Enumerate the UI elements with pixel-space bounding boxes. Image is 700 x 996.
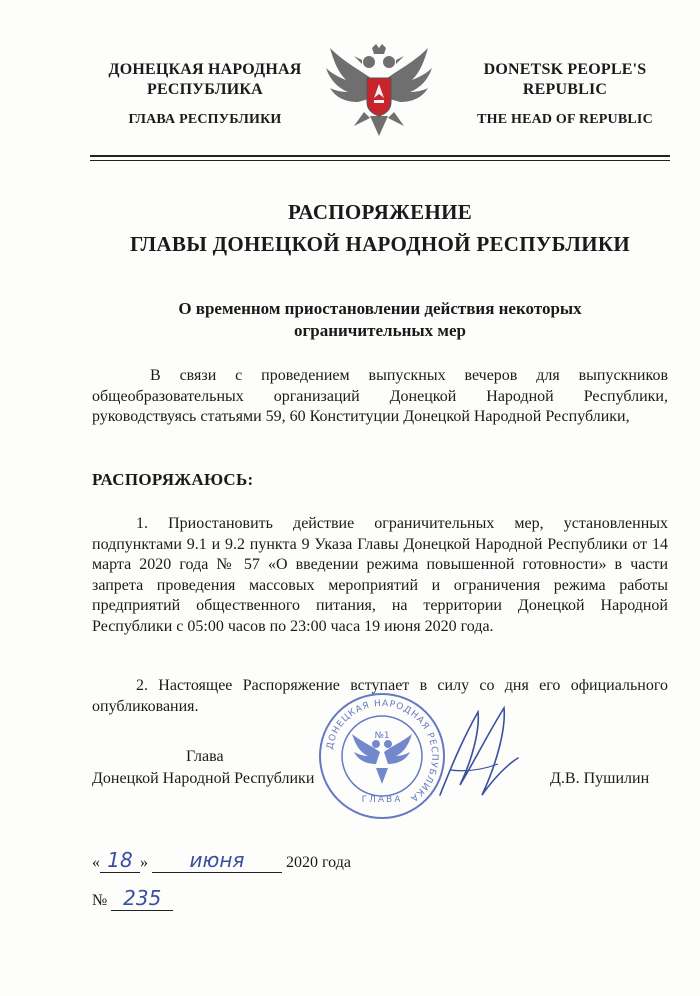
header-divider-thin bbox=[90, 160, 670, 161]
date-year: 2020 года bbox=[286, 854, 351, 871]
date-close-quote: » bbox=[140, 854, 148, 871]
header-en-sub: THE HEAD OF REPUBLIC bbox=[477, 112, 653, 127]
stamp-ring-text: ДОНЕЦКАЯ НАРОДНАЯ РЕСПУБЛИКА bbox=[325, 698, 440, 804]
date-month: июня bbox=[189, 848, 245, 872]
signature-org: Донецкой Народной Республики bbox=[92, 770, 315, 787]
signature-title: Глава bbox=[186, 748, 224, 765]
document-number bbox=[92, 886, 173, 911]
signatory-name: Д.В. Пушилин bbox=[550, 770, 650, 787]
number-value: 235 bbox=[123, 886, 162, 910]
date-day: 18 bbox=[107, 848, 133, 872]
header-ru-sub: ГЛАВА РЕСПУБЛИКИ bbox=[128, 112, 282, 127]
date-open-quote: « bbox=[92, 854, 100, 871]
stamp-number: №1 bbox=[374, 731, 390, 741]
intro-paragraph: В связи с проведением выпускных вечеров для выпускников общеобразовательных организаций Донецкой Народной Республики, руководствуясь статьями 59, 60 Конституции Донецкой Народной Республики, bbox=[92, 367, 668, 425]
double-headed-eagle-icon bbox=[324, 42, 434, 140]
document-title: РАСПОРЯЖЕНИЕ bbox=[287, 200, 473, 224]
document-date bbox=[92, 848, 351, 873]
header-divider-thick bbox=[90, 155, 670, 157]
number-prefix: № bbox=[92, 892, 108, 909]
order-item-1: 1. Приостановить действие ограничительных мер, установленных подпунктами 9.1 и 9.2 пункта 9 Указа Главы Донецкой Народной Республики от 14 марта 2020 года № 57 «О введении режима повышенной готовности» в части запрета проведения массовых мероприятий и ограничения режима работы предприятий общественного питания, на территории Донецкой Народной Республики с 05:00 часов по 23:00 часа 19 июня 2020 года. bbox=[92, 515, 668, 635]
header-en-name: DONETSK PEOPLE'S REPUBLIC bbox=[483, 61, 647, 98]
stamp-bottom-text: ГЛАВА bbox=[361, 795, 403, 805]
document-subject: О временном приостановлении действия некоторых ограничительных мер bbox=[178, 299, 582, 340]
header-ru-name: ДОНЕЦКАЯ НАРОДНАЯ РЕСПУБЛИКА bbox=[108, 61, 302, 98]
document-title-issuer: ГЛАВЫ ДОНЕЦКОЙ НАРОДНОЙ РЕСПУБЛИКИ bbox=[129, 232, 630, 256]
handwritten-signature bbox=[420, 700, 530, 810]
order-item-2: 2. Настоящее Распоряжение вступает в силу со дня его официального опубликования. bbox=[92, 677, 668, 715]
order-word: РАСПОРЯЖАЮСЬ: bbox=[92, 470, 254, 489]
